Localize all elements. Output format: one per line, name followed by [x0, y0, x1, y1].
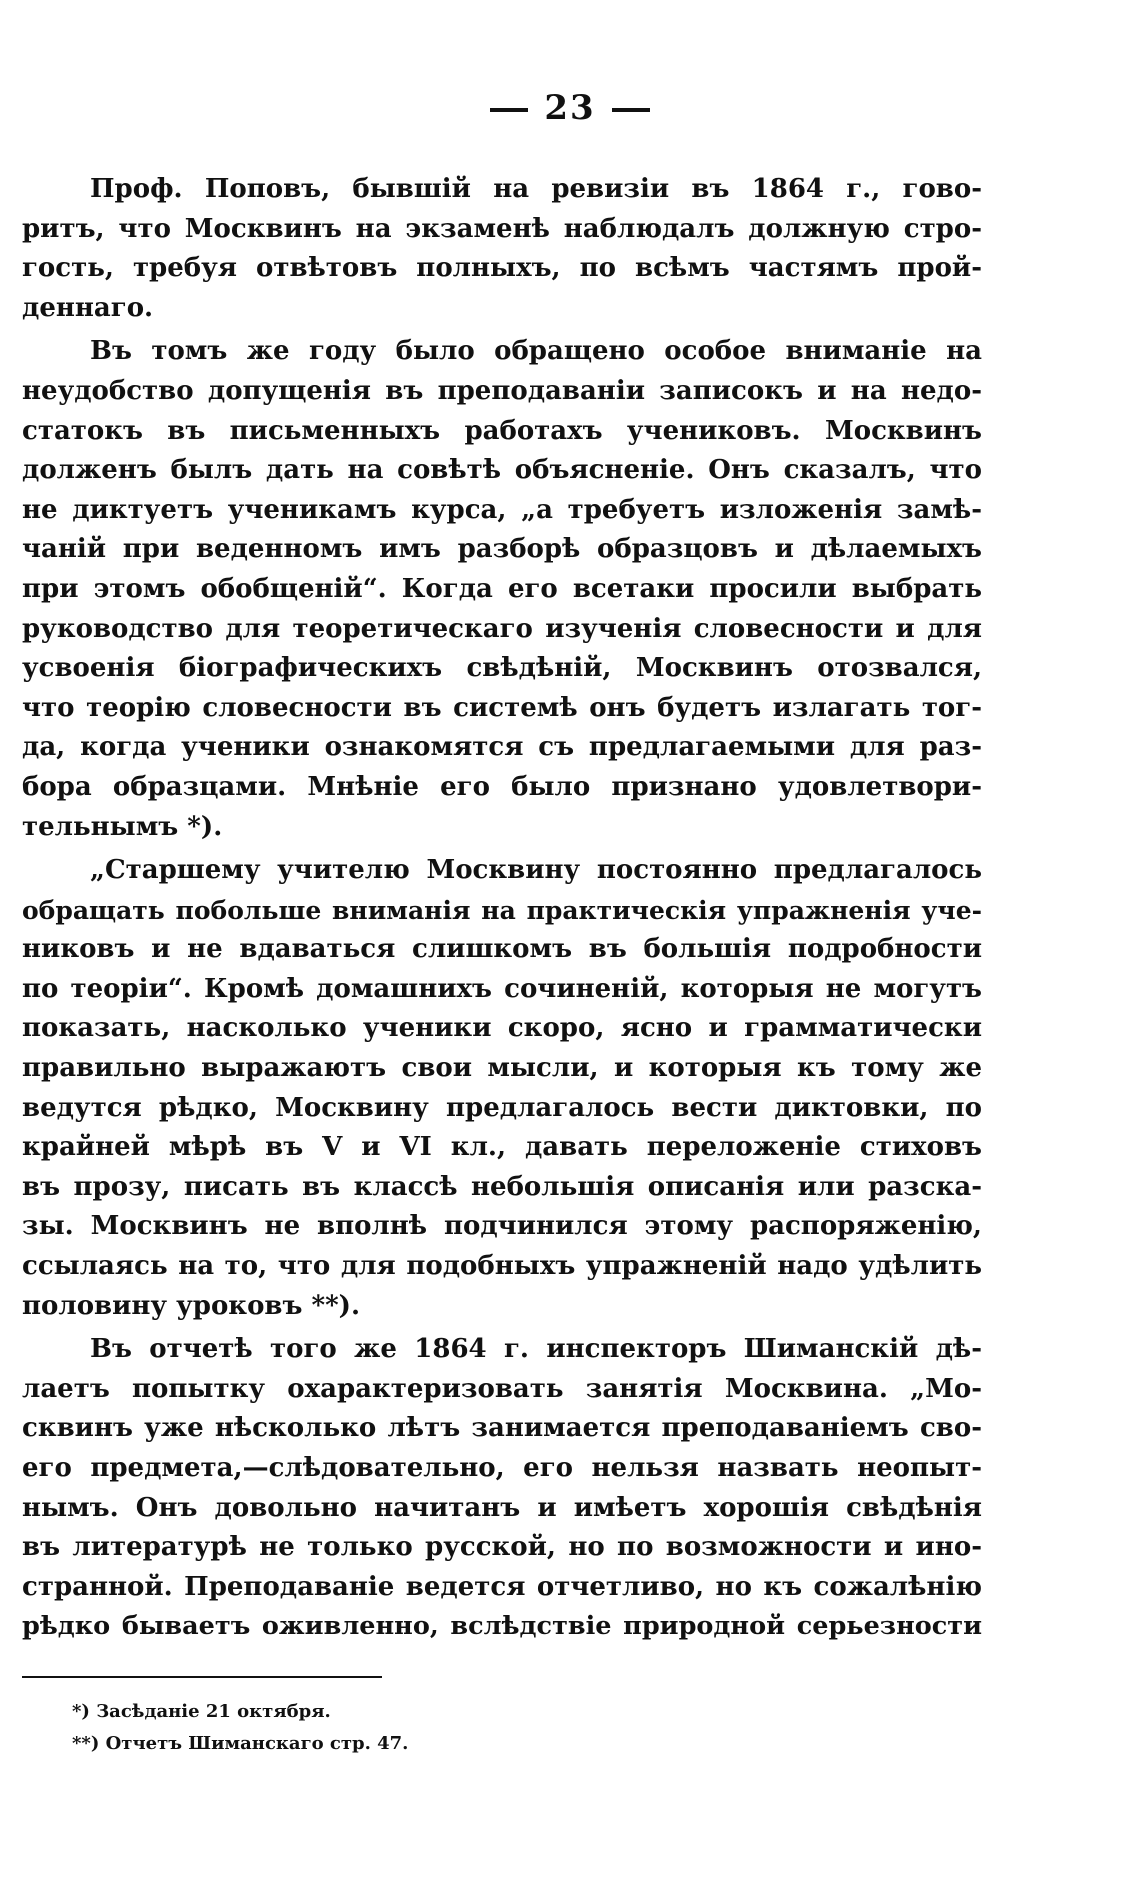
text-line: статокъ въ письменныхъ работахъ учениковъ. Москвинъ [22, 415, 982, 446]
text-line: показать, насколько ученики скоро, ясно и грамматически [22, 1013, 982, 1044]
text-line: усвоенія біографическихъ свѣдѣній, Москвинъ отозвался, [22, 653, 982, 684]
text-line: тельнымъ *). [22, 811, 223, 842]
text-line: половину уроковъ **). [22, 1290, 361, 1321]
text-line: чаній при веденномъ имъ разборѣ образцовъ и дѣлаемыхъ [22, 534, 982, 565]
text-line: странной. Преподаваніе ведется отчетливо, но къ сожалѣнію [22, 1571, 982, 1602]
text-line: сквинъ уже нѣсколько лѣтъ занимается преподаваніемъ сво- [22, 1413, 982, 1444]
text-line: его предмета,—слѣдовательно, его нельзя назвать неопыт- [22, 1453, 982, 1483]
body-text [22, 170, 982, 1647]
text-line: не диктуетъ ученикамъ курса, „а требуетъ изложенія замѣ- [22, 494, 982, 525]
text-line: обращать побольше вниманія на практическія упражненія уче- [22, 895, 982, 925]
text-line: никовъ и не вдаваться слишкомъ въ большія подробности [22, 934, 982, 965]
text-line: при этомъ обобщеній“. Когда его всетаки просили выбрать [22, 573, 982, 604]
text-line: „Старшему учителю Москвину постоянно предлагалось [90, 855, 982, 886]
text-line: Въ томъ же году было обращено особое вниманіе на [90, 336, 982, 367]
text-line: ссылаясь на то, что для подобныхъ упражненій надо удѣлить [22, 1251, 982, 1282]
text-line: бора образцами. Мнѣніе его было признано удовлетвори- [22, 771, 982, 802]
page-number-dash-left [490, 108, 528, 112]
page-number [0, 88, 1140, 128]
text-line: въ прозу, писать въ классѣ небольшія описанія или разска- [22, 1171, 982, 1202]
text-line: что теорію словесности въ системѣ онъ будетъ излагать тог- [22, 692, 982, 723]
text-line: рѣдко бываетъ оживленно, вслѣдствіе природной серьезности [22, 1611, 982, 1642]
text-line: по теоріи“. Кромѣ домашнихъ сочиненій, которыя не могутъ [22, 973, 982, 1004]
text-line: въ литературѣ не только русской, но по возможности и ино- [22, 1532, 982, 1563]
text-line: нымъ. Онъ довольно начитанъ и имѣетъ хорошія свѣдѣнія [22, 1492, 982, 1523]
footnotes [72, 1696, 772, 1760]
text-line: руководство для теоретическаго изученія словесности и для [22, 613, 982, 644]
text-line: Въ отчетѣ того же 1864 г. инспекторъ Шиманскій дѣ- [90, 1334, 982, 1365]
text-line: долженъ былъ дать на совѣтѣ объясненіе. Онъ сказалъ, что [22, 455, 982, 486]
text-line: ритъ, что Москвинъ на экзаменѣ наблюдалъ должную стро- [22, 213, 982, 244]
footnote: *) Засѣданіе 21 октября. [72, 1701, 331, 1722]
text-line: ведутся рѣдко, Москвину предлагалось вести диктовки, по [22, 1092, 982, 1123]
text-line: гость, требуя отвѣтовъ полныхъ, по всѣмъ частямъ прой- [22, 253, 982, 284]
text-line: неудобство допущенія въ преподаваніи записокъ и на недо- [22, 375, 982, 406]
page-number-dash-right [612, 108, 650, 112]
text-line: да, когда ученики ознакомятся съ предлагаемыми для раз- [22, 732, 982, 763]
footnote-separator [22, 1676, 382, 1678]
page-number-value: 23 [544, 88, 596, 128]
text-line: крайней мѣрѣ въ V и VI кл., давать переложеніе стиховъ [22, 1132, 982, 1163]
text-line: правильно выражаютъ свои мысли, и которыя къ тому же [22, 1053, 982, 1084]
text-line: деннаго. [22, 292, 154, 323]
text-line: Проф. Поповъ, бывшій на ревизіи въ 1864 г., гово- [90, 174, 982, 204]
text-line: лаетъ попытку охарактеризовать занятія Москвина. „Мо- [22, 1373, 982, 1404]
footnote: **) Отчетъ Шиманскаго стр. 47. [72, 1733, 409, 1754]
text-line: зы. Москвинъ не вполнѣ подчинился этому распоряженію, [22, 1211, 982, 1242]
